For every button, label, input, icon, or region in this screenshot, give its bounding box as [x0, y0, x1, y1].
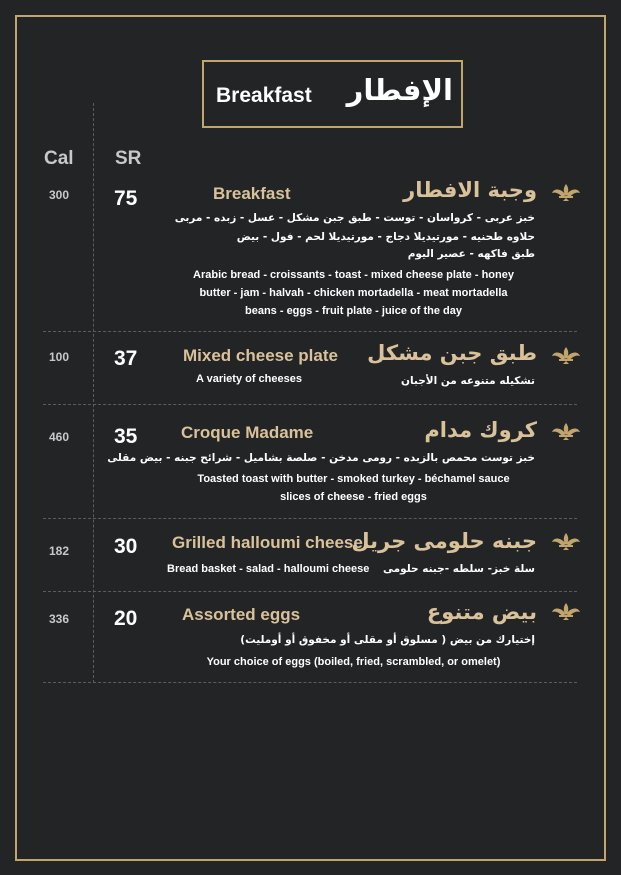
- item-desc-ar-line: حلاوه طحنيه - مورتيديلا دجاج - مورتيديلا لحم - فول - بيض: [236, 231, 535, 243]
- item-separator: [43, 331, 577, 332]
- item-desc-ar-line: إختيارك من بيض ( مسلوق أو مقلى أو مخفوق أو أومليت): [240, 634, 535, 646]
- item-name-en: Mixed cheese plate: [183, 346, 338, 365]
- item-name-en: Assorted eggs: [182, 605, 301, 624]
- item-desc-en-line: Bread basket - salad - halloumi cheese: [167, 563, 370, 575]
- item-desc-en-line: butter - jam - halvah - chicken mortadella - meat mortadella: [199, 287, 508, 299]
- item-name-ar: وجبة الافطار: [403, 178, 537, 202]
- item-desc-en-line: slices of cheese - fried eggs: [280, 491, 427, 503]
- item-desc-ar-line: خبز توست محمص بالزبده - رومى مدخن - صلصة بشاميل - شرائح جبنه - بيض مقلى: [107, 452, 535, 464]
- item-calories: 300: [49, 188, 70, 202]
- item-price: 37: [114, 347, 138, 370]
- page-title-ar: الإفطار: [346, 73, 453, 107]
- item-name-ar: كروك مدام: [424, 418, 537, 442]
- item-separator: [43, 404, 577, 405]
- sr-column-header: SR: [115, 148, 142, 169]
- item-name-ar: طبق جبن مشكل: [367, 341, 537, 365]
- item-calories: 182: [49, 544, 70, 558]
- item-desc-ar-line: تشكيله متنوعه من الأجبان: [401, 375, 535, 387]
- item-name-en: Breakfast: [213, 184, 291, 203]
- fleur-de-lis-icon: [551, 345, 581, 365]
- fleur-de-lis-icon: [551, 531, 581, 551]
- item-desc-en-line: A variety of cheeses: [196, 373, 302, 385]
- item-name-ar: بيض متنوع: [426, 600, 537, 624]
- item-price: 35: [114, 425, 138, 448]
- cal-column-header: Cal: [44, 148, 74, 169]
- item-desc-ar-line: سلة خبز- سلطه -جبنه حلومى: [383, 563, 535, 575]
- item-price: 20: [114, 607, 138, 630]
- item-name-en: Grilled halloumi cheese: [172, 533, 363, 552]
- item-calories: 336: [49, 612, 70, 626]
- fleur-de-lis-icon: [551, 601, 581, 621]
- item-desc-en-line: Toasted toast with butter - smoked turkey - béchamel sauce: [197, 473, 510, 485]
- item-name-en: Croque Madame: [181, 423, 314, 442]
- item-price: 75: [114, 187, 138, 210]
- item-name-ar: جبنه حلومى جريل: [351, 529, 537, 553]
- item-price: 30: [114, 535, 138, 558]
- fleur-de-lis-icon: [551, 182, 581, 202]
- item-desc-ar-line: خبز عربى - كرواسان - توست - طبق جبن مشكل - عسل - زبده - مربى: [174, 212, 535, 224]
- item-calories: 100: [49, 350, 70, 364]
- item-calories: 460: [49, 430, 70, 444]
- column-divider: [93, 103, 94, 683]
- fleur-de-lis-icon: [551, 421, 581, 441]
- item-desc-en-line: beans - eggs - fruit plate - juice of the day: [245, 305, 462, 317]
- item-separator: [43, 591, 577, 592]
- item-desc-ar-line: طبق فاكهه - عصير اليوم: [407, 248, 535, 260]
- item-desc-en-line: Arabic bread - croissants - toast - mixed cheese plate - honey: [193, 269, 514, 281]
- page-title-en: Breakfast: [216, 84, 312, 107]
- item-separator: [43, 682, 577, 683]
- item-desc-en-line: Your choice of eggs (boiled, fried, scrambled, or omelet): [206, 656, 501, 668]
- item-separator: [43, 518, 577, 519]
